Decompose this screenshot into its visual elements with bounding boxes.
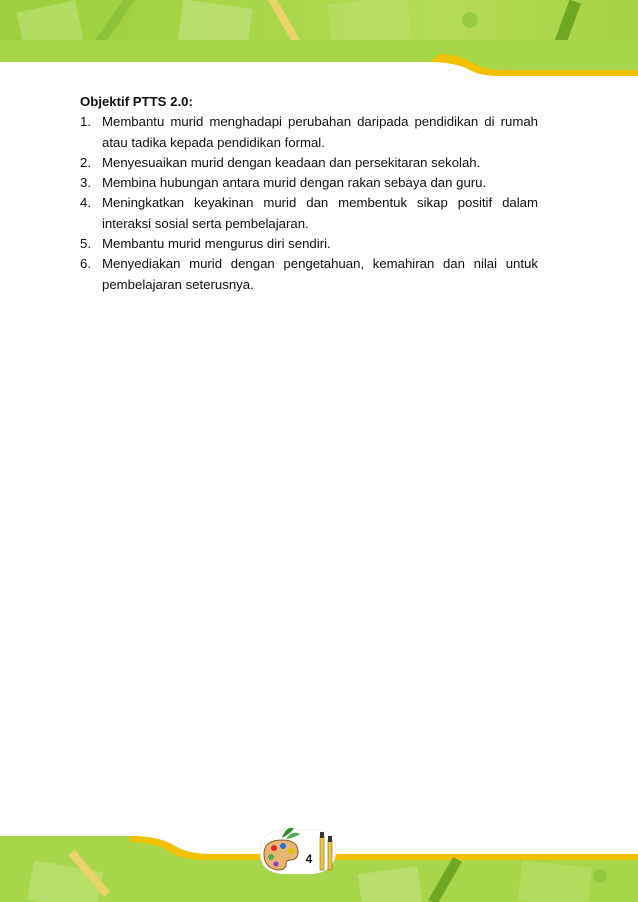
list-text: Membina hubungan antara murid dengan rakan sebaya dan guru.	[102, 175, 487, 191]
list-text: Menyesuaikan murid dengan keadaan dan persekitaran sekolah.	[102, 154, 481, 170]
section-heading: Objektif PTTS 2.0:	[80, 94, 193, 109]
list-item	[80, 234, 538, 254]
list-item	[80, 112, 538, 153]
list-number: 2.	[80, 154, 91, 170]
page-badge	[252, 822, 342, 880]
list-item	[80, 173, 538, 193]
page-number: 4	[305, 852, 313, 866]
list-number: 5.	[80, 236, 91, 252]
list-number: 3.	[80, 175, 91, 191]
list-text: Membantu murid menghadapi perubahan daripada pendidikan di rumah atau tadika kepada pendidikan formal.	[102, 114, 538, 150]
header-wave	[0, 40, 638, 80]
list-text: Meningkatkan keyakinan murid dan membentuk sikap positif dalam interaksi sosial serta pembelajaran.	[102, 195, 538, 231]
list-item	[80, 254, 538, 295]
objectives-section	[80, 92, 538, 295]
list-number: 1.	[80, 114, 91, 130]
list-text: Membantu murid mengurus diri sendiri.	[102, 236, 331, 252]
list-number: 6.	[80, 256, 91, 272]
objectives-list	[80, 112, 538, 295]
list-number: 4.	[80, 195, 91, 211]
list-item	[80, 193, 538, 234]
list-item	[80, 153, 538, 173]
list-text: Menyediakan murid dengan pengetahuan, kemahiran dan nilai untuk pembelajaran seterusnya.	[102, 256, 538, 292]
